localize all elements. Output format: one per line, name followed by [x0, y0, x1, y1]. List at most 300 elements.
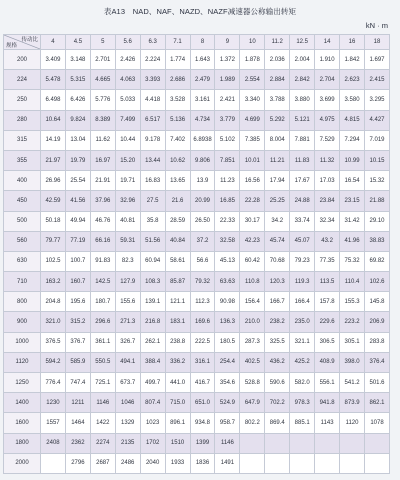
table-row: [4, 171, 390, 191]
torque-cell: 1.910: [315, 50, 340, 70]
torque-cell: 229.6: [315, 312, 340, 332]
torque-cell: 79.32: [190, 272, 215, 292]
torque-cell: 60.94: [140, 251, 165, 271]
torque-cell: 1211: [65, 393, 90, 413]
torque-cell: 1933: [165, 453, 190, 473]
torque-cell: 941.8: [315, 393, 340, 413]
torque-cell: 528.8: [240, 373, 265, 393]
torque-cell: 26.50: [190, 211, 215, 231]
torque-cell: 33.74: [290, 211, 315, 231]
torque-cell: [265, 453, 290, 473]
torque-cell: 43.2: [315, 231, 340, 251]
torque-cell: 325.5: [265, 332, 290, 352]
size-cell: 315: [4, 130, 41, 150]
torque-cell: 2.884: [265, 70, 290, 90]
torque-cell: [41, 453, 66, 473]
ratio-header: 6.3: [140, 35, 165, 50]
torque-cell: 1.774: [165, 50, 190, 70]
torque-cell: 27.5: [140, 191, 165, 211]
corner-size-label: 规格: [6, 43, 18, 49]
table-row: [4, 272, 390, 292]
torque-cell: 180.7: [90, 292, 115, 312]
torque-cell: 16.54: [340, 171, 365, 191]
torque-cell: 316.1: [190, 352, 215, 372]
torque-cell: 79.77: [41, 231, 66, 251]
torque-cell: 556.1: [315, 373, 340, 393]
size-cell: 1250: [4, 373, 41, 393]
torque-cell: 2040: [140, 453, 165, 473]
table-row: [4, 211, 390, 231]
torque-cell: 3.788: [265, 90, 290, 110]
torque-cell: 702.2: [265, 393, 290, 413]
torque-cell: [364, 433, 389, 453]
torque-cell: 32.96: [115, 191, 140, 211]
torque-cell: 23.15: [340, 191, 365, 211]
table-row: [4, 251, 390, 271]
torque-cell: 869.4: [265, 413, 290, 433]
torque-cell: 21.6: [165, 191, 190, 211]
table-row: [4, 90, 390, 110]
torque-cell: 31.42: [340, 211, 365, 231]
torque-cell: 56.6: [190, 251, 215, 271]
size-cell: 500: [4, 211, 41, 231]
torque-cell: 321.0: [41, 312, 66, 332]
ratio-header: 5: [90, 35, 115, 50]
table-row: [4, 150, 390, 170]
torque-cell: 11.21: [265, 150, 290, 170]
torque-cell: 35.8: [140, 211, 165, 231]
torque-cell: 3.779: [215, 110, 240, 130]
torque-cell: 388.4: [140, 352, 165, 372]
size-cell: 400: [4, 171, 41, 191]
torque-cell: 326.7: [115, 332, 140, 352]
torque-cell: 306.5: [315, 332, 340, 352]
size-cell: 1120: [4, 352, 41, 372]
torque-cell: 110.4: [340, 272, 365, 292]
torque-cell: 16.83: [140, 171, 165, 191]
table-row: [4, 373, 390, 393]
torque-cell: 45.74: [265, 231, 290, 251]
table-row: [4, 393, 390, 413]
torque-cell: 15.32: [364, 171, 389, 191]
torque-cell: 7.881: [290, 130, 315, 150]
unit-label: kN · m: [365, 21, 388, 30]
torque-cell: 11.32: [315, 150, 340, 170]
torque-cell: 51.56: [140, 231, 165, 251]
torque-cell: 77.19: [65, 231, 90, 251]
torque-cell: 402.5: [240, 352, 265, 372]
torque-cell: 7.402: [165, 130, 190, 150]
torque-cell: 24.88: [290, 191, 315, 211]
torque-cell: 155.6: [115, 292, 140, 312]
torque-cell: 183.1: [165, 312, 190, 332]
torque-cell: 21.91: [90, 171, 115, 191]
torque-cell: 305.1: [340, 332, 365, 352]
ratio-header: 12.5: [290, 35, 315, 50]
torque-cell: 37.2: [190, 231, 215, 251]
torque-cell: 13.9: [190, 171, 215, 191]
torque-cell: 37.96: [90, 191, 115, 211]
torque-cell: 3.393: [140, 70, 165, 90]
torque-cell: 91.83: [90, 251, 115, 271]
torque-cell: 4.699: [240, 110, 265, 130]
torque-cell: 2.224: [140, 50, 165, 70]
torque-cell: 321.1: [290, 332, 315, 352]
size-cell: 250: [4, 90, 41, 110]
torque-cell: 26.96: [41, 171, 66, 191]
table-row: [4, 352, 390, 372]
torque-cell: 155.3: [340, 292, 365, 312]
torque-cell: 807.4: [140, 393, 165, 413]
torque-cell: 873.9: [340, 393, 365, 413]
torque-cell: 6.517: [140, 110, 165, 130]
torque-cell: 408.9: [315, 352, 340, 372]
torque-cell: 6.498: [41, 90, 66, 110]
torque-cell: 715.0: [165, 393, 190, 413]
torque-cell: 254.4: [215, 352, 240, 372]
torque-cell: 8.004: [265, 130, 290, 150]
torque-cell: 376.7: [65, 332, 90, 352]
torque-cell: 216.8: [140, 312, 165, 332]
ratio-header: 18: [364, 35, 389, 50]
torque-cell: 1399: [190, 433, 215, 453]
torque-cell: 1491: [215, 453, 240, 473]
torque-cell: 7.019: [364, 130, 389, 150]
table-row: [4, 191, 390, 211]
torque-cell: 2.479: [190, 70, 215, 90]
torque-cell: 1120: [340, 413, 365, 433]
torque-cell: 441.0: [165, 373, 190, 393]
torque-cell: 42.23: [240, 231, 265, 251]
torque-cell: 238.2: [265, 312, 290, 332]
torque-cell: 2796: [65, 453, 90, 473]
torque-cell: 238.8: [165, 332, 190, 352]
torque-cell: 29.10: [364, 211, 389, 231]
torque-cell: 1329: [115, 413, 140, 433]
table-row: [4, 312, 390, 332]
torque-cell: 169.6: [190, 312, 215, 332]
torque-cell: 22.33: [215, 211, 240, 231]
size-cell: 800: [4, 292, 41, 312]
torque-cell: 19.79: [65, 150, 90, 170]
corner-cell: [4, 35, 41, 50]
torque-cell: 10.44: [115, 130, 140, 150]
torque-cell: 436.2: [265, 352, 290, 372]
torque-cell: 262.1: [140, 332, 165, 352]
torque-cell: 79.23: [290, 251, 315, 271]
torque-cell: 5.776: [90, 90, 115, 110]
table-row: [4, 110, 390, 130]
torque-cell: 82.3: [115, 251, 140, 271]
torque-cell: 1.697: [364, 50, 389, 70]
torque-cell: 594.2: [41, 352, 66, 372]
torque-cell: 46.76: [90, 211, 115, 231]
torque-cell: 28.59: [165, 211, 190, 231]
torque-cell: 541.2: [340, 373, 365, 393]
torque-cell: 25.54: [65, 171, 90, 191]
torque-cell: 166.4: [290, 292, 315, 312]
torque-cell: 11.23: [215, 171, 240, 191]
torque-cell: 142.5: [90, 272, 115, 292]
torque-cell: 13.65: [165, 171, 190, 191]
torque-cell: [340, 433, 365, 453]
torque-cell: 10.01: [240, 150, 265, 170]
torque-cell: 100.7: [65, 251, 90, 271]
torque-cell: 139.1: [140, 292, 165, 312]
torque-cell: 120.3: [265, 272, 290, 292]
torque-cell: 4.734: [190, 110, 215, 130]
torque-cell: 3.148: [65, 50, 90, 70]
torque-cell: 4.665: [90, 70, 115, 90]
torque-cell: [364, 453, 389, 473]
torque-cell: 16.56: [240, 171, 265, 191]
torque-cell: 21.88: [364, 191, 389, 211]
torque-cell: 376.4: [364, 352, 389, 372]
torque-cell: [315, 453, 340, 473]
torque-cell: 416.7: [190, 373, 215, 393]
torque-cell: 1510: [165, 433, 190, 453]
torque-table: [3, 34, 390, 474]
torque-cell: 70.68: [265, 251, 290, 271]
ratio-header: 16: [340, 35, 365, 50]
torque-cell: 40.81: [115, 211, 140, 231]
ratio-header: 14: [315, 35, 340, 50]
torque-cell: 16.97: [90, 150, 115, 170]
torque-cell: 38.83: [364, 231, 389, 251]
torque-cell: 4.815: [340, 110, 365, 130]
torque-cell: 157.8: [315, 292, 340, 312]
size-cell: 450: [4, 191, 41, 211]
torque-cell: 2.623: [340, 70, 365, 90]
torque-cell: 136.3: [215, 312, 240, 332]
torque-cell: 42.59: [41, 191, 66, 211]
torque-cell: 1.878: [240, 50, 265, 70]
torque-cell: 75.32: [340, 251, 365, 271]
size-cell: 630: [4, 251, 41, 271]
torque-cell: 60.42: [240, 251, 265, 271]
torque-cell: 63.63: [215, 272, 240, 292]
corner-ratio-label: 传动比: [21, 37, 38, 43]
size-cell: 900: [4, 312, 41, 332]
torque-cell: 9.178: [140, 130, 165, 150]
table-row: [4, 130, 390, 150]
torque-cell: 7.499: [115, 110, 140, 130]
table-title: 表A13 NAD、NAF、NAZD、NAZF减速器公称输出转矩: [103, 7, 297, 16]
torque-cell: 77.35: [315, 251, 340, 271]
torque-cell: [340, 453, 365, 473]
torque-cell: 85.87: [165, 272, 190, 292]
torque-cell: 3.699: [315, 90, 340, 110]
torque-cell: 3.161: [190, 90, 215, 110]
torque-cell: 524.9: [215, 393, 240, 413]
torque-cell: 1230: [41, 393, 66, 413]
torque-cell: 41.96: [340, 231, 365, 251]
torque-cell: 127.9: [115, 272, 140, 292]
size-cell: 2000: [4, 453, 41, 473]
torque-cell: 8.389: [90, 110, 115, 130]
ratio-header: 5.6: [115, 35, 140, 50]
table-row: [4, 70, 390, 90]
torque-cell: 10.64: [41, 110, 66, 130]
torque-cell: 896.1: [165, 413, 190, 433]
torque-cell: 11.62: [90, 130, 115, 150]
torque-cell: 425.2: [290, 352, 315, 372]
torque-cell: 17.94: [265, 171, 290, 191]
torque-cell: [290, 433, 315, 453]
torque-cell: 651.0: [190, 393, 215, 413]
torque-cell: 11.83: [290, 150, 315, 170]
torque-cell: 17.03: [315, 171, 340, 191]
torque-cell: 271.3: [115, 312, 140, 332]
torque-cell: 2.704: [315, 70, 340, 90]
torque-cell: 156.4: [240, 292, 265, 312]
torque-cell: 3.580: [340, 90, 365, 110]
torque-cell: 113.5: [315, 272, 340, 292]
torque-cell: 30.17: [240, 211, 265, 231]
header-row: [4, 35, 390, 50]
torque-cell: 119.3: [290, 272, 315, 292]
ratio-header: 10: [240, 35, 265, 50]
torque-cell: 3.295: [364, 90, 389, 110]
torque-cell: 5.478: [41, 70, 66, 90]
torque-cell: 725.1: [90, 373, 115, 393]
table-row: [4, 413, 390, 433]
torque-cell: 6.8938: [190, 130, 215, 150]
torque-cell: 2362: [65, 433, 90, 453]
torque-cell: 287.3: [240, 332, 265, 352]
torque-cell: 2408: [41, 433, 66, 453]
size-cell: 1000: [4, 332, 41, 352]
torque-cell: 45.07: [290, 231, 315, 251]
torque-cell: 16.85: [215, 191, 240, 211]
torque-cell: 747.4: [65, 373, 90, 393]
size-cell: 200: [4, 50, 41, 70]
torque-cell: 69.82: [364, 251, 389, 271]
torque-cell: 32.34: [315, 211, 340, 231]
torque-cell: 210.0: [240, 312, 265, 332]
torque-cell: 13.44: [140, 150, 165, 170]
size-cell: 224: [4, 70, 41, 90]
torque-cell: 2135: [115, 433, 140, 453]
torque-cell: 885.1: [290, 413, 315, 433]
torque-cell: 13.04: [65, 130, 90, 150]
torque-cell: 499.7: [140, 373, 165, 393]
torque-cell: 934.8: [190, 413, 215, 433]
torque-cell: 5.102: [215, 130, 240, 150]
torque-cell: 283.8: [364, 332, 389, 352]
torque-cell: 223.2: [340, 312, 365, 332]
table-row: [4, 231, 390, 251]
torque-cell: 2.554: [240, 70, 265, 90]
torque-cell: 1146: [90, 393, 115, 413]
torque-cell: 50.18: [41, 211, 66, 231]
torque-cell: 501.6: [364, 373, 389, 393]
torque-cell: 1.989: [215, 70, 240, 90]
size-cell: 710: [4, 272, 41, 292]
torque-cell: 776.4: [41, 373, 66, 393]
size-cell: 1800: [4, 433, 41, 453]
torque-cell: 2274: [90, 433, 115, 453]
torque-cell: 2.686: [165, 70, 190, 90]
torque-cell: 206.9: [364, 312, 389, 332]
ratio-header: 4.5: [65, 35, 90, 50]
torque-cell: 110.8: [240, 272, 265, 292]
torque-cell: 108.3: [140, 272, 165, 292]
torque-cell: 1078: [364, 413, 389, 433]
torque-cell: 2687: [90, 453, 115, 473]
torque-cell: 4.063: [115, 70, 140, 90]
torque-cell: 59.31: [115, 231, 140, 251]
table-row: [4, 292, 390, 312]
size-cell: 280: [4, 110, 41, 130]
torque-cell: 3.880: [290, 90, 315, 110]
torque-cell: 45.13: [215, 251, 240, 271]
torque-cell: 180.5: [215, 332, 240, 352]
torque-cell: 1023: [140, 413, 165, 433]
torque-cell: 1143: [315, 413, 340, 433]
ratio-header: 11.2: [265, 35, 290, 50]
table-row: [4, 453, 390, 473]
torque-cell: 2.842: [290, 70, 315, 90]
torque-cell: 15.20: [115, 150, 140, 170]
table-row: [4, 50, 390, 70]
torque-cell: 5.315: [65, 70, 90, 90]
torque-cell: 235.0: [290, 312, 315, 332]
torque-cell: 102.6: [364, 272, 389, 292]
torque-cell: 5.121: [290, 110, 315, 130]
torque-cell: 7.851: [215, 150, 240, 170]
torque-cell: 862.1: [364, 393, 389, 413]
torque-cell: 582.0: [290, 373, 315, 393]
torque-cell: 7.294: [340, 130, 365, 150]
size-cell: 355: [4, 150, 41, 170]
torque-cell: 296.6: [90, 312, 115, 332]
ratio-header: 9: [215, 35, 240, 50]
ratio-header: 4: [41, 35, 66, 50]
torque-cell: 550.5: [90, 352, 115, 372]
torque-cell: 14.19: [41, 130, 66, 150]
torque-cell: 2486: [115, 453, 140, 473]
torque-cell: 121.1: [165, 292, 190, 312]
torque-cell: 19.71: [115, 171, 140, 191]
torque-cell: 222.5: [190, 332, 215, 352]
torque-cell: 978.3: [290, 393, 315, 413]
torque-cell: 2.426: [115, 50, 140, 70]
torque-cell: 17.67: [290, 171, 315, 191]
torque-cell: [290, 453, 315, 473]
torque-cell: 1836: [190, 453, 215, 473]
torque-cell: 41.56: [65, 191, 90, 211]
torque-cell: 1046: [115, 393, 140, 413]
torque-cell: 398.0: [340, 352, 365, 372]
torque-cell: 1.842: [340, 50, 365, 70]
torque-cell: 3.340: [240, 90, 265, 110]
torque-cell: 1422: [90, 413, 115, 433]
table-row: [4, 332, 390, 352]
torque-cell: 4.418: [140, 90, 165, 110]
torque-cell: 163.2: [41, 272, 66, 292]
size-cell: 560: [4, 231, 41, 251]
torque-cell: 7.529: [315, 130, 340, 150]
torque-cell: 23.84: [315, 191, 340, 211]
torque-cell: 145.8: [364, 292, 389, 312]
torque-cell: 160.7: [65, 272, 90, 292]
torque-cell: 1.372: [215, 50, 240, 70]
torque-cell: 102.5: [41, 251, 66, 271]
torque-cell: 2.701: [90, 50, 115, 70]
torque-cell: 25.25: [265, 191, 290, 211]
torque-cell: [265, 433, 290, 453]
